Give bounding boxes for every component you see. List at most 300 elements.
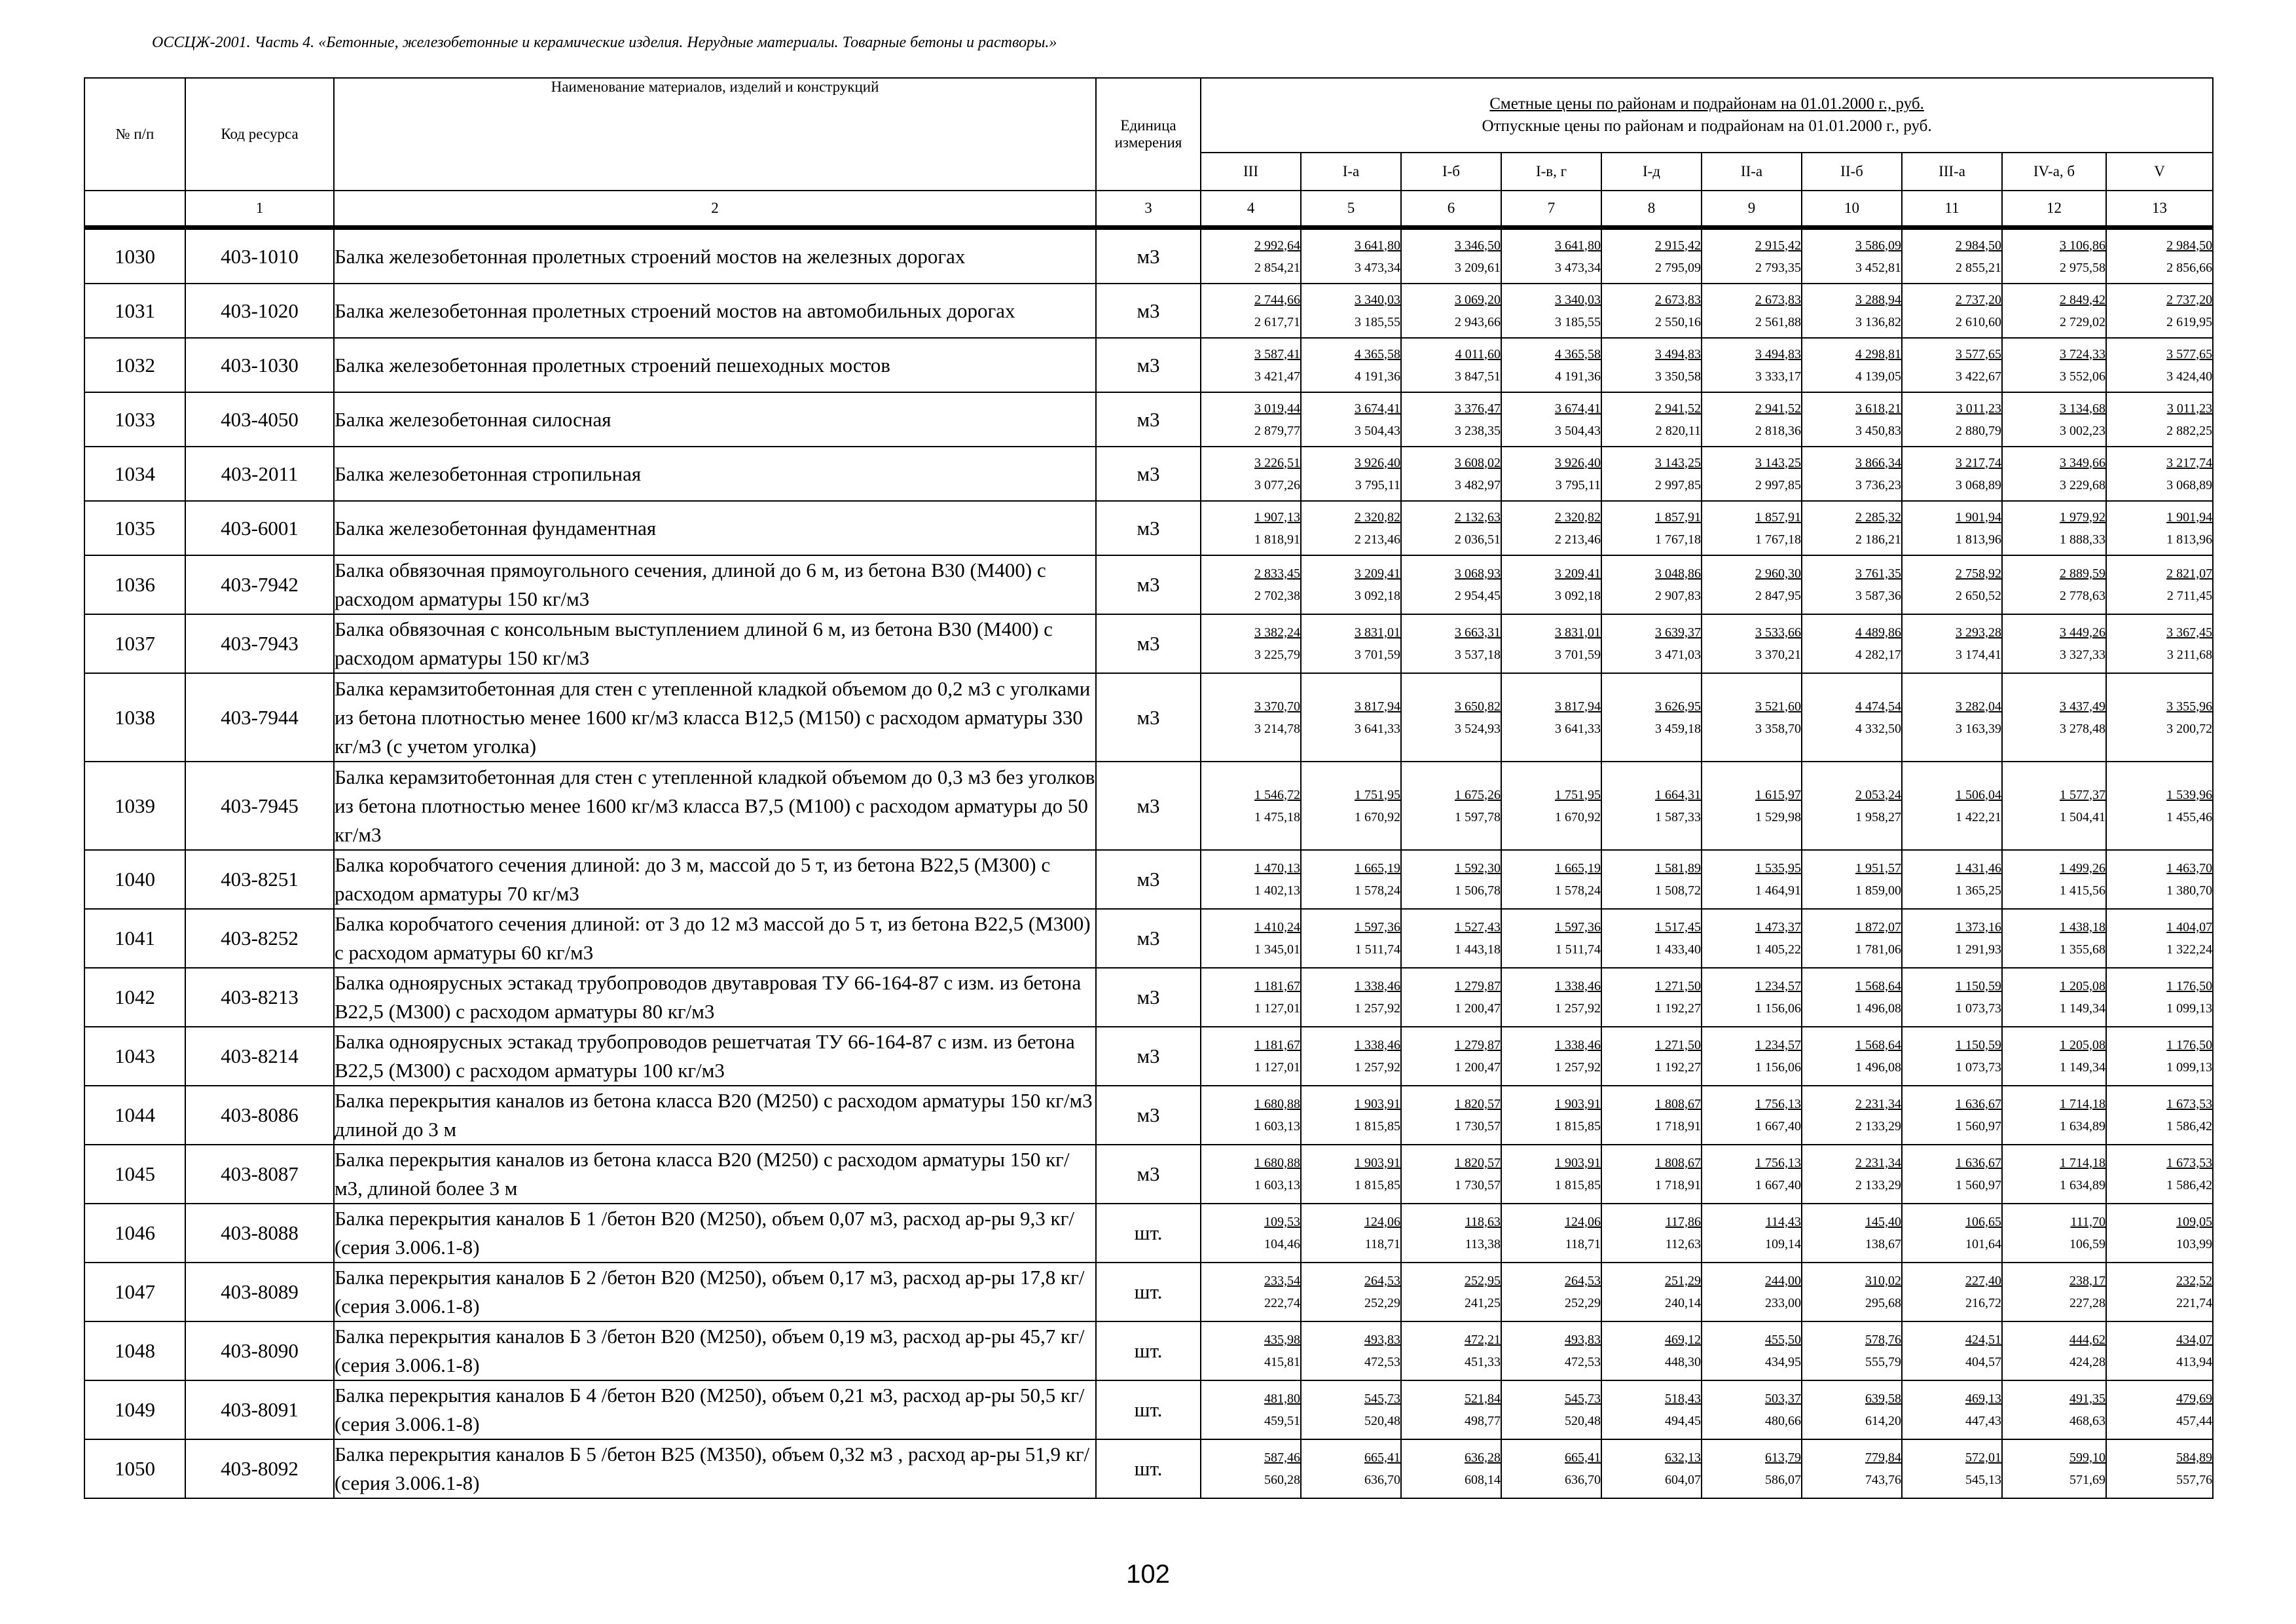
price-cell xyxy=(1501,1027,1601,1086)
estimate-price: 3 533,66 xyxy=(1755,625,1801,640)
release-price: 1 380,70 xyxy=(2166,883,2213,898)
row-number: 1048 xyxy=(84,1321,185,1380)
estimate-price: 2 915,42 xyxy=(1655,238,1701,253)
release-price: 1 257,92 xyxy=(1355,1060,1400,1075)
estimate-price: 3 761,35 xyxy=(1855,566,1901,581)
table-row xyxy=(84,614,2213,673)
release-price: 3 736,23 xyxy=(1855,477,1901,492)
region-header: I-д xyxy=(1601,153,1702,191)
unit: шт. xyxy=(1096,1380,1201,1439)
unit: м3 xyxy=(1096,1145,1201,1204)
release-price: 2 847,95 xyxy=(1755,589,1801,603)
estimate-price: 1 675,26 xyxy=(1455,787,1501,802)
price-cell xyxy=(1401,392,1501,447)
release-price: 2 036,51 xyxy=(1455,532,1501,547)
estimate-price: 2 821,07 xyxy=(2166,566,2213,581)
price-cell xyxy=(1902,968,2002,1027)
release-price: 1 156,06 xyxy=(1755,1001,1801,1016)
estimate-price: 1 857,91 xyxy=(1755,509,1801,525)
price-cell xyxy=(2106,850,2213,909)
estimate-price: 232,52 xyxy=(2176,1274,2213,1288)
price-cell xyxy=(1902,1439,2002,1498)
material-name: Балка железобетонная пролетных строений пешеходных мостов xyxy=(334,338,1096,392)
resource-code: 403-8251 xyxy=(185,850,334,909)
region-header: V xyxy=(2106,153,2213,191)
estimate-price: 3 650,82 xyxy=(1455,699,1501,714)
unit: м3 xyxy=(1096,909,1201,968)
unit: м3 xyxy=(1096,968,1201,1027)
estimate-price: 3 831,01 xyxy=(1355,625,1400,640)
estimate-price: 3 817,94 xyxy=(1355,699,1400,714)
release-price: 252,29 xyxy=(1364,1296,1400,1310)
release-price: 109,14 xyxy=(1765,1237,1801,1251)
estimate-price: 1 431,46 xyxy=(1956,861,2001,876)
price-cell xyxy=(2002,762,2106,850)
release-price: 3 092,18 xyxy=(1555,589,1601,603)
resource-code: 403-8090 xyxy=(185,1321,334,1380)
release-price: 3 350,58 xyxy=(1655,369,1701,384)
price-cell xyxy=(1802,762,1902,850)
release-price: 448,30 xyxy=(1665,1355,1701,1369)
release-price: 3 327,33 xyxy=(2060,648,2105,662)
release-price: 2 617,71 xyxy=(1254,314,1300,329)
release-price: 221,74 xyxy=(2176,1296,2213,1310)
row-number: 1041 xyxy=(84,909,185,968)
release-price: 118,71 xyxy=(1565,1237,1601,1251)
estimate-price: 2 737,20 xyxy=(1956,292,2001,307)
estimate-price: 3 226,51 xyxy=(1254,455,1300,470)
price-cell xyxy=(1702,501,1802,555)
estimate-price: 479,69 xyxy=(2176,1392,2213,1406)
material-name: Балка одноярусных эстакад трубопроводов двутавровая ТУ 66-164-87 с изм. из бетона В22,5 (М300) с расходом арматуры 80 кг/м3 xyxy=(334,968,1096,1027)
release-price: 240,14 xyxy=(1665,1296,1701,1310)
release-price: 3 424,40 xyxy=(2166,369,2213,384)
release-price: 608,14 xyxy=(1465,1473,1501,1487)
release-price: 2 186,21 xyxy=(1855,532,1901,547)
estimate-price: 3 618,21 xyxy=(1855,401,1901,416)
row-number: 1036 xyxy=(84,555,185,614)
release-price: 3 471,03 xyxy=(1655,648,1701,662)
release-price: 3 701,59 xyxy=(1355,648,1400,662)
estimate-price: 545,73 xyxy=(1364,1392,1400,1406)
estimate-price: 3 587,41 xyxy=(1254,346,1300,361)
estimate-price: 444,62 xyxy=(2069,1333,2105,1347)
price-cell xyxy=(1301,1263,1401,1321)
release-price: 2 975,58 xyxy=(2060,260,2105,275)
release-price: 1 670,92 xyxy=(1555,809,1601,824)
price-cell xyxy=(1802,501,1902,555)
price-cell xyxy=(1201,284,1301,338)
price-cell xyxy=(2002,673,2106,762)
estimate-price: 1 592,30 xyxy=(1455,861,1501,876)
release-price: 2 855,21 xyxy=(1956,260,2001,275)
price-cell xyxy=(1501,1145,1601,1204)
price-cell xyxy=(1601,614,1702,673)
estimate-price: 1 820,57 xyxy=(1455,1097,1501,1111)
price-cell xyxy=(1301,1204,1401,1263)
estimate-price: 545,73 xyxy=(1565,1392,1601,1406)
table-row xyxy=(84,1380,2213,1439)
estimate-price: 4 489,86 xyxy=(1855,625,1901,640)
price-cell xyxy=(1902,555,2002,614)
price-cell xyxy=(1501,1321,1601,1380)
resource-code: 403-1030 xyxy=(185,338,334,392)
release-price: 424,28 xyxy=(2069,1355,2105,1369)
price-cell xyxy=(1401,762,1501,850)
table-row xyxy=(84,1027,2213,1086)
release-price: 2 711,45 xyxy=(2166,589,2213,603)
unit: шт. xyxy=(1096,1321,1201,1380)
estimate-price: 1 205,08 xyxy=(2060,1038,2105,1052)
release-price: 3 537,18 xyxy=(1455,648,1501,662)
price-cell xyxy=(1902,1263,2002,1321)
price-cell xyxy=(1301,968,1401,1027)
release-price: 1 508,72 xyxy=(1655,883,1701,898)
resource-code: 403-7943 xyxy=(185,614,334,673)
price-cell xyxy=(1301,229,1401,284)
release-price: 1 149,34 xyxy=(2060,1001,2105,1016)
region-header: I-в, г xyxy=(1501,153,1601,191)
row-number: 1043 xyxy=(84,1027,185,1086)
release-price: 2 880,79 xyxy=(1956,423,2001,438)
estimate-price: 434,07 xyxy=(2176,1333,2213,1347)
estimate-price: 665,41 xyxy=(1364,1450,1400,1465)
price-cell xyxy=(1501,1439,1601,1498)
release-price: 2 729,02 xyxy=(2060,314,2105,329)
price-cell xyxy=(1802,1439,1902,1498)
release-price: 3 185,55 xyxy=(1355,314,1400,329)
estimate-price: 264,53 xyxy=(1565,1274,1601,1288)
price-cell xyxy=(1902,762,2002,850)
price-cell xyxy=(2106,1204,2213,1263)
price-cell xyxy=(1501,1086,1601,1145)
estimate-price: 493,83 xyxy=(1565,1333,1601,1347)
price-cell xyxy=(2106,1027,2213,1086)
material-name: Балка перекрытия каналов из бетона класса В20 (М250) с расходом арматуры 150 кг/м3, длиной более 3 м xyxy=(334,1145,1096,1204)
release-price: 404,57 xyxy=(1965,1355,2001,1369)
price-cell xyxy=(2002,229,2106,284)
resource-code: 403-7945 xyxy=(185,762,334,850)
release-price: 743,76 xyxy=(1865,1473,1901,1487)
estimate-price: 2 992,64 xyxy=(1254,238,1300,253)
table-row xyxy=(84,1439,2213,1498)
release-price: 1 496,08 xyxy=(1855,1001,1901,1016)
release-price: 3 473,34 xyxy=(1555,260,1601,275)
price-cell xyxy=(1802,1263,1902,1321)
price-cell xyxy=(2106,1145,2213,1204)
resource-code: 403-4050 xyxy=(185,392,334,447)
price-cell xyxy=(1702,555,1802,614)
estimate-price: 2 833,45 xyxy=(1254,566,1300,581)
estimate-price: 1 338,46 xyxy=(1555,979,1601,993)
release-price: 1 422,21 xyxy=(1956,809,2001,824)
estimate-price: 472,21 xyxy=(1465,1333,1501,1347)
price-cell xyxy=(1401,1321,1501,1380)
row-number: 1033 xyxy=(84,392,185,447)
unit: м3 xyxy=(1096,850,1201,909)
estimate-price: 3 209,41 xyxy=(1355,566,1400,581)
header-num: № п/п xyxy=(84,78,185,191)
estimate-price: 3 217,74 xyxy=(1956,455,2001,470)
release-price: 2 997,85 xyxy=(1655,477,1701,492)
price-cell xyxy=(1201,1263,1301,1321)
release-price: 3 459,18 xyxy=(1655,721,1701,736)
estimate-price: 1 808,67 xyxy=(1655,1156,1701,1170)
release-price: 447,43 xyxy=(1965,1414,2001,1428)
price-cell xyxy=(1601,673,1702,762)
price-cell xyxy=(1201,555,1301,614)
price-cell xyxy=(2106,501,2213,555)
material-name: Балка перекрытия каналов Б 1 /бетон В20 (М250), объем 0,07 м3, расход ар-ры 9,3 кг/ (серия 3.006.1-8) xyxy=(334,1204,1096,1263)
estimate-price: 1 279,87 xyxy=(1455,1038,1501,1052)
release-price: 2 943,66 xyxy=(1455,314,1501,329)
price-cell xyxy=(1301,284,1401,338)
release-price: 1 257,92 xyxy=(1355,1001,1400,1016)
column-number: 5 xyxy=(1301,191,1401,227)
price-cell xyxy=(1301,501,1401,555)
release-price: 1 815,85 xyxy=(1555,1119,1601,1134)
release-price: 3 278,48 xyxy=(2060,721,2105,736)
price-cell xyxy=(2106,392,2213,447)
row-number: 1042 xyxy=(84,968,185,1027)
release-price: 494,45 xyxy=(1665,1414,1701,1428)
release-price: 3 370,21 xyxy=(1755,648,1801,662)
release-price: 3 504,43 xyxy=(1355,423,1400,438)
row-number: 1032 xyxy=(84,338,185,392)
release-price: 413,94 xyxy=(2176,1355,2213,1369)
release-price: 2 954,45 xyxy=(1455,589,1501,603)
price-cell xyxy=(1802,614,1902,673)
price-cell xyxy=(1902,1380,2002,1439)
estimate-price: 1 234,57 xyxy=(1755,979,1801,993)
estimate-price: 424,51 xyxy=(1965,1333,2001,1347)
price-cell xyxy=(1501,1263,1601,1321)
price-cell xyxy=(1802,338,1902,392)
price-cell xyxy=(1501,909,1601,968)
release-price: 1 560,97 xyxy=(1956,1178,2001,1192)
unit: м3 xyxy=(1096,229,1201,284)
region-header: II-а xyxy=(1702,153,1802,191)
release-price: 1 415,56 xyxy=(2060,883,2105,898)
price-cell xyxy=(1201,1027,1301,1086)
price-cell xyxy=(1902,1145,2002,1204)
release-price: 227,28 xyxy=(2069,1296,2105,1310)
region-header: IV-а, б xyxy=(2002,153,2106,191)
price-cell xyxy=(1702,762,1802,850)
price-cell xyxy=(1902,1027,2002,1086)
estimate-price: 518,43 xyxy=(1665,1392,1701,1406)
price-cell xyxy=(1902,284,2002,338)
release-price: 3 225,79 xyxy=(1254,648,1300,662)
price-cell xyxy=(2002,1086,2106,1145)
price-cell xyxy=(1702,1204,1802,1263)
estimate-price: 3 217,74 xyxy=(2166,455,2213,470)
price-cell xyxy=(1702,614,1802,673)
estimate-price: 3 641,80 xyxy=(1355,238,1400,253)
estimate-price: 1 751,95 xyxy=(1355,787,1400,802)
resource-code: 403-8087 xyxy=(185,1145,334,1204)
price-cell xyxy=(2002,1439,2106,1498)
price-cell xyxy=(1501,673,1601,762)
price-cell xyxy=(1702,1145,1802,1204)
release-price: 1 192,27 xyxy=(1655,1001,1701,1016)
estimate-price: 1 473,37 xyxy=(1755,920,1801,934)
price-cell xyxy=(1902,614,2002,673)
release-price: 118,71 xyxy=(1364,1237,1400,1251)
column-number: 11 xyxy=(1902,191,2002,227)
release-price: 3 229,68 xyxy=(2060,477,2105,492)
estimate-price: 4 365,58 xyxy=(1555,346,1601,361)
price-cell xyxy=(1301,673,1401,762)
release-price: 1 291,93 xyxy=(1956,942,2001,957)
price-cell xyxy=(1501,229,1601,284)
row-number: 1047 xyxy=(84,1263,185,1321)
estimate-price: 493,83 xyxy=(1364,1333,1400,1347)
row-number: 1046 xyxy=(84,1204,185,1263)
release-price: 1 402,13 xyxy=(1254,883,1300,898)
price-cell xyxy=(1401,1204,1501,1263)
estimate-price: 1 636,67 xyxy=(1956,1097,2001,1111)
release-price: 3 238,35 xyxy=(1455,423,1501,438)
table-row xyxy=(84,447,2213,501)
release-price: 1 073,73 xyxy=(1956,1001,2001,1016)
page-number: 102 xyxy=(1126,1560,1170,1589)
estimate-price: 2 285,32 xyxy=(1855,509,1901,525)
estimate-price: 145,40 xyxy=(1865,1215,1901,1229)
row-number: 1035 xyxy=(84,501,185,555)
table-row xyxy=(84,968,2213,1027)
price-cell xyxy=(1802,909,1902,968)
estimate-price: 1 820,57 xyxy=(1455,1156,1501,1170)
release-price: 1 405,22 xyxy=(1755,942,1801,957)
estimate-price: 118,63 xyxy=(1465,1215,1501,1229)
release-price: 2 702,38 xyxy=(1254,589,1300,603)
release-price: 1 156,06 xyxy=(1755,1060,1801,1075)
resource-code: 403-7944 xyxy=(185,673,334,762)
price-cell xyxy=(1201,614,1301,673)
estimate-price: 3 926,40 xyxy=(1355,455,1400,470)
estimate-price: 106,65 xyxy=(1965,1215,2001,1229)
estimate-price: 1 181,67 xyxy=(1254,979,1300,993)
estimate-price: 2 960,30 xyxy=(1755,566,1801,581)
estimate-price: 3 521,60 xyxy=(1755,699,1801,714)
release-price: 3 482,97 xyxy=(1455,477,1501,492)
price-cell xyxy=(1802,229,1902,284)
estimate-price: 2 849,42 xyxy=(2060,292,2105,307)
estimate-price: 1 279,87 xyxy=(1455,979,1501,993)
table-row xyxy=(84,392,2213,447)
price-cell xyxy=(1802,1204,1902,1263)
column-number: 9 xyxy=(1702,191,1802,227)
material-name: Балка перекрытия каналов Б 3 /бетон В20 (М250), объем 0,19 м3, расход ар-ры 45,7 кг/ (серия 3.006.1-8) xyxy=(334,1321,1096,1380)
estimate-price: 1 546,72 xyxy=(1254,787,1300,802)
release-price: 1 667,40 xyxy=(1755,1119,1801,1134)
release-price: 3 200,72 xyxy=(2166,721,2213,736)
release-price: 1 813,96 xyxy=(1956,532,2001,547)
release-price: 3 421,47 xyxy=(1254,369,1300,384)
release-price: 1 365,25 xyxy=(1956,883,2001,898)
estimate-price: 4 474,54 xyxy=(1855,699,1901,714)
table-row xyxy=(84,501,2213,555)
estimate-price: 3 831,01 xyxy=(1555,625,1601,640)
table-row xyxy=(84,1086,2213,1145)
estimate-price: 1 338,46 xyxy=(1355,979,1400,993)
release-price: 106,59 xyxy=(2069,1237,2105,1251)
price-cell xyxy=(1401,614,1501,673)
price-cell xyxy=(1201,1439,1301,1498)
release-price: 295,68 xyxy=(1865,1296,1901,1310)
price-cell xyxy=(1401,1027,1501,1086)
estimate-price: 1 470,13 xyxy=(1254,861,1300,876)
price-cell xyxy=(1601,1145,1702,1204)
price-cell xyxy=(1702,673,1802,762)
price-cell xyxy=(1301,614,1401,673)
price-cell xyxy=(1301,1321,1401,1380)
price-cell xyxy=(1802,673,1902,762)
release-price: 457,44 xyxy=(2176,1414,2213,1428)
estimate-price: 613,79 xyxy=(1765,1450,1801,1465)
estimate-price: 1 271,50 xyxy=(1655,979,1701,993)
price-cell xyxy=(2002,909,2106,968)
estimate-price: 1 673,53 xyxy=(2166,1156,2213,1170)
release-price: 1 667,40 xyxy=(1755,1178,1801,1192)
release-price: 1 496,08 xyxy=(1855,1060,1901,1075)
price-cell xyxy=(2106,1321,2213,1380)
estimate-price: 1 271,50 xyxy=(1655,1038,1701,1052)
price-cell xyxy=(2002,1145,2106,1204)
price-cell xyxy=(1702,338,1802,392)
release-price: 1 529,98 xyxy=(1755,809,1801,824)
release-price: 1 322,24 xyxy=(2166,942,2213,957)
release-price: 498,77 xyxy=(1465,1414,1501,1428)
release-price: 2 133,29 xyxy=(1855,1119,1901,1134)
release-price: 216,72 xyxy=(1965,1296,2001,1310)
price-cell xyxy=(1802,1145,1902,1204)
release-price: 1 634,89 xyxy=(2060,1178,2105,1192)
column-number: 7 xyxy=(1501,191,1601,227)
price-cell xyxy=(1401,501,1501,555)
price-cell xyxy=(1501,614,1601,673)
table-row xyxy=(84,1145,2213,1204)
price-cell xyxy=(1902,501,2002,555)
estimate-price: 109,05 xyxy=(2176,1215,2213,1229)
estimate-price: 2 673,83 xyxy=(1655,292,1701,307)
release-price: 103,99 xyxy=(2176,1237,2213,1251)
price-cell xyxy=(1501,850,1601,909)
release-price: 1 670,92 xyxy=(1355,809,1400,824)
header-release-prices: Отпускные цены по районам и подрайонам на 01.01.2000 г., руб. xyxy=(1482,117,1932,135)
release-price: 1 511,74 xyxy=(1555,942,1601,957)
material-name: Балка перекрытия каналов Б 5 /бетон В25 (М350), объем 0,32 м3 , расход ар-ры 51,9 кг/ (серия 3.006.1-8) xyxy=(334,1439,1096,1498)
price-cell xyxy=(1501,501,1601,555)
estimate-price: 264,53 xyxy=(1364,1274,1400,1288)
column-number: 12 xyxy=(2002,191,2106,227)
release-price: 2 820,11 xyxy=(1655,423,1701,438)
estimate-price: 1 665,19 xyxy=(1555,861,1601,876)
table-row xyxy=(84,1263,2213,1321)
release-price: 1 464,91 xyxy=(1755,883,1801,898)
price-cell xyxy=(2106,1380,2213,1439)
estimate-price: 1 150,59 xyxy=(1956,1038,2001,1052)
release-price: 520,48 xyxy=(1565,1414,1601,1428)
release-price: 1 127,01 xyxy=(1254,1060,1300,1075)
price-cell xyxy=(1401,338,1501,392)
price-cell xyxy=(1201,1145,1301,1204)
release-price: 113,38 xyxy=(1465,1237,1501,1251)
release-price: 1 455,46 xyxy=(2166,809,2213,824)
estimate-price: 1 463,70 xyxy=(2166,861,2213,876)
release-price: 1 192,27 xyxy=(1655,1060,1701,1075)
